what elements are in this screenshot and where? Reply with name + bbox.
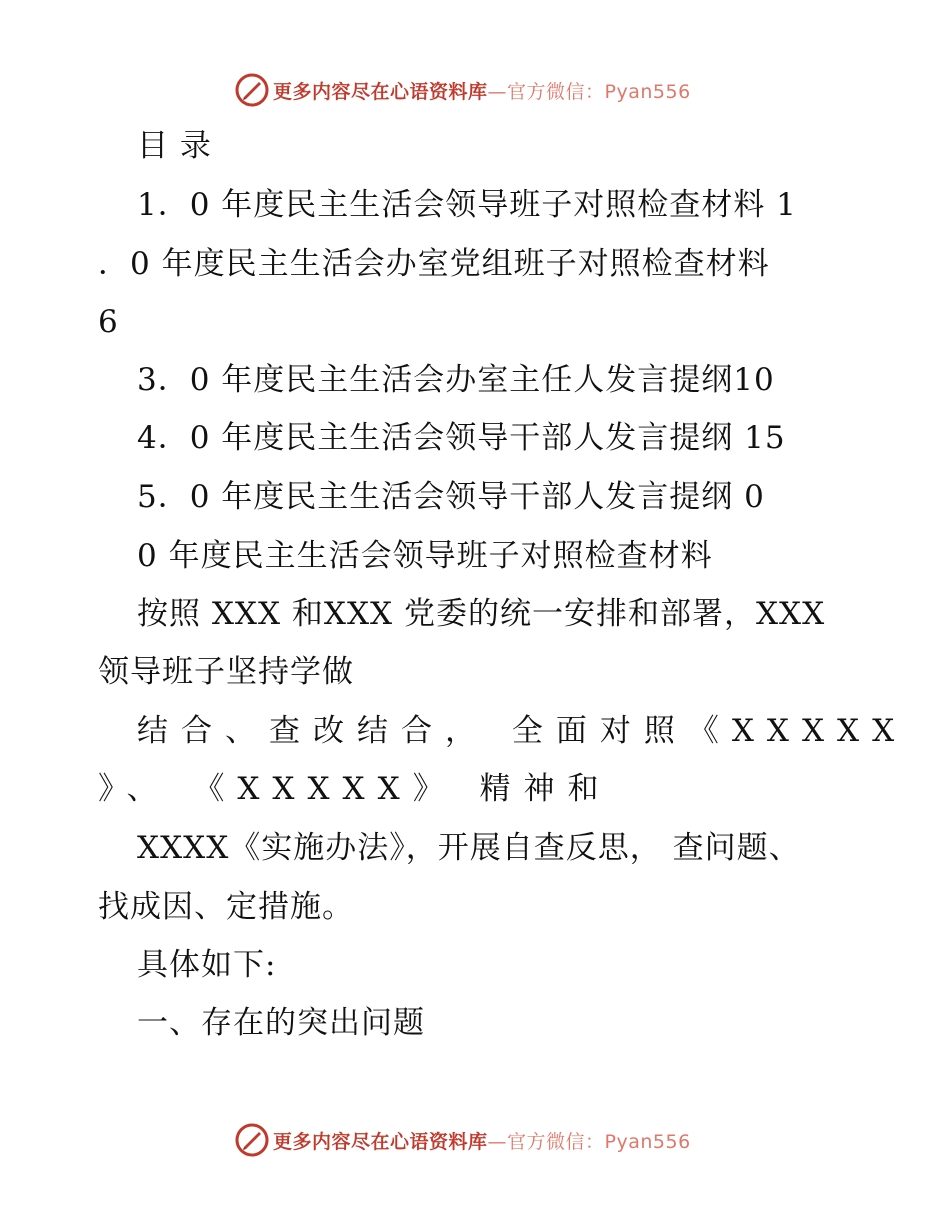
quill-logo-icon: [235, 73, 269, 107]
document-title: 0 年度民主生活会领导班子对照检查材料: [137, 538, 713, 574]
banner-dash: —: [487, 1130, 508, 1153]
header-watermark-banner: [235, 72, 691, 108]
paragraph-2-line-1: 结合、查改结合， 全面对照《XXXXX: [137, 713, 908, 749]
toc-item-2: ．0 年度民主生活会办室党组班子对照检查材料: [98, 246, 770, 282]
toc-item-5: 5．0 年度民主生活会领导干部人发言提纲 0: [137, 479, 765, 515]
toc-item-1: 1．0 年度民主生活会领导班子对照检查材料 1: [137, 187, 797, 223]
banner-text: [273, 77, 691, 104]
banner-contact: 官方微信：Pyan556: [507, 80, 691, 103]
paragraph-3-line-1: XXXX《实施办法》，开展自查反思， 查问题、: [137, 830, 801, 866]
toc-heading: 目 录: [137, 128, 212, 164]
paragraph-2-line-2: 》、 《XXXXX》 精神和: [98, 771, 612, 807]
paragraph-1-line-1: 按照 XXX 和XXX 党委的统一安排和部署，XXX: [137, 596, 826, 632]
toc-item-2-page: 6: [98, 304, 119, 340]
banner-brand: 更多内容尽在心语资料库: [273, 1130, 488, 1153]
toc-item-4: 4．0 年度民主生活会领导干部人发言提纲 15: [137, 420, 786, 456]
section-heading-1: 一、存在的突出问题: [137, 1005, 425, 1041]
banner-brand: 更多内容尽在心语资料库: [273, 80, 488, 103]
quill-logo-icon: [235, 1123, 269, 1157]
paragraph-1-line-2: 领导班子坚持学做: [98, 654, 354, 690]
paragraph-3-line-2: 找成因、定措施。: [98, 889, 354, 925]
paragraph-4: 具体如下:: [137, 947, 277, 983]
banner-text: [273, 1127, 691, 1154]
footer-watermark-banner: [235, 1122, 691, 1158]
banner-dash: —: [487, 80, 508, 103]
banner-contact: 官方微信：Pyan556: [507, 1130, 691, 1153]
toc-item-3: 3．0 年度民主生活会办室主任人发言提纲10: [137, 362, 775, 398]
